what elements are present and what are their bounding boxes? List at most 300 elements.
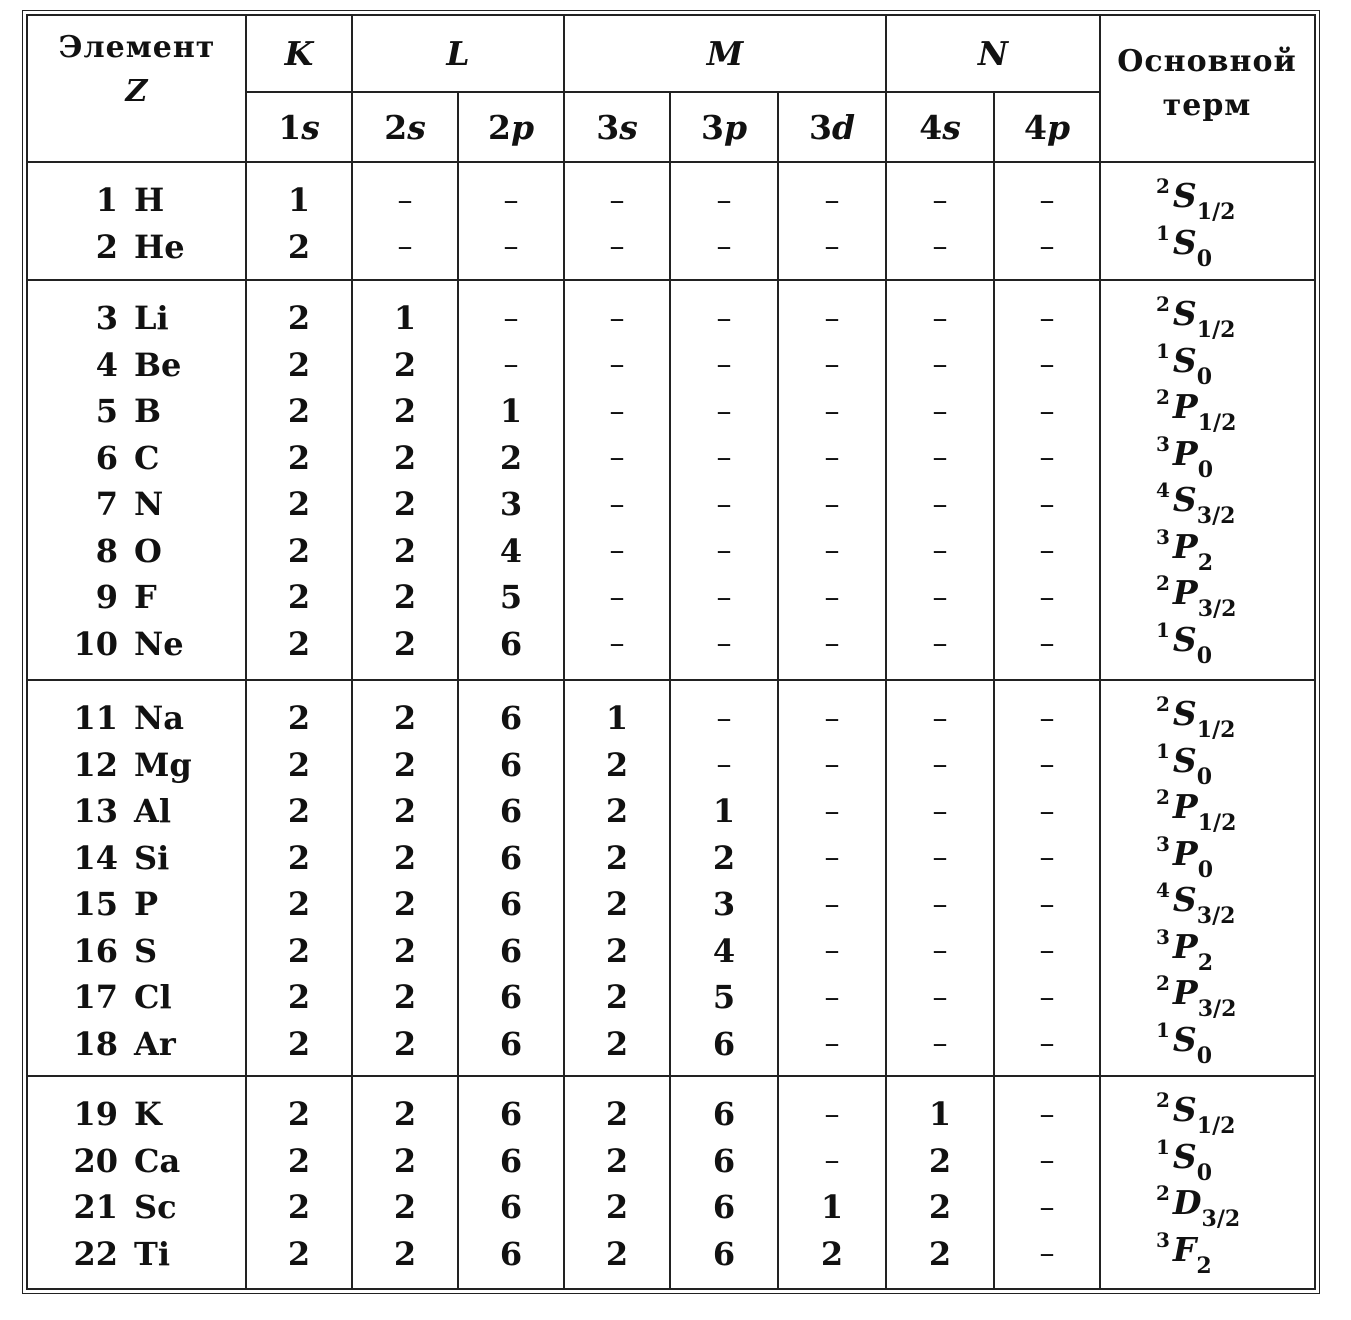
occupancy-cell: 2 (287, 838, 311, 877)
element-z: 11 (73, 699, 118, 737)
element-z: 16 (73, 931, 118, 970)
occupancy-cell: – (716, 182, 732, 218)
occupancy-cell: – (932, 886, 948, 922)
occupancy-cell: – (716, 700, 732, 736)
occupancy-cell: 2 (928, 1188, 952, 1226)
term-letter: S (1172, 694, 1197, 733)
element-z: 2 (95, 227, 118, 266)
term-letter: P (1172, 573, 1198, 612)
term-multiplicity: 2 (1156, 385, 1170, 409)
element-symbol: Mg (134, 745, 192, 784)
occupancy-cell: – (716, 626, 732, 661)
term-multiplicity: 1 (1156, 1134, 1170, 1159)
element-z: 14 (73, 838, 118, 877)
term-j: 2 (1197, 549, 1214, 576)
element-symbol: Cl (134, 978, 172, 1016)
occupancy-cell: – (609, 347, 625, 382)
occupancy-cell: 2 (928, 1234, 952, 1273)
term-letter: S (1172, 1136, 1197, 1176)
term-letter: S (1172, 880, 1197, 919)
header-term-label-2: терм (1162, 88, 1252, 123)
subshell-header-3p (670, 92, 778, 162)
term-multiplicity: 1 (1156, 1017, 1170, 1042)
term-multiplicity: 3 (1156, 924, 1170, 949)
occupancy-cell: 2 (287, 578, 311, 616)
term-j: 0 (1196, 1042, 1213, 1069)
subshell-l: s (942, 107, 961, 147)
element-z: 3 (95, 299, 118, 337)
occupancy-cell: 2 (287, 1188, 311, 1226)
element-z: 8 (95, 531, 118, 570)
occupancy-cell: – (1039, 747, 1055, 782)
element-z: 13 (73, 792, 118, 830)
occupancy-cell: – (932, 347, 948, 382)
occupancy-cell: – (932, 486, 948, 522)
term-j: 3/2 (1196, 503, 1236, 529)
element-z: 19 (73, 1095, 118, 1133)
occupancy-cell: – (609, 579, 625, 615)
occupancy-cell: 6 (712, 1095, 736, 1133)
header-element-label: Элемент (58, 30, 216, 65)
ground-term (1156, 1134, 1213, 1186)
occupancy-cell: 1 (928, 1095, 952, 1133)
occupancy-cell: 2 (287, 1141, 311, 1180)
occupancy-cell: – (1039, 393, 1055, 429)
occupancy-cell: – (716, 533, 732, 568)
subshell-l: p (1046, 107, 1071, 147)
occupancy-cell: – (824, 393, 840, 429)
occupancy-cell: – (1039, 840, 1055, 875)
subshell-l: s (407, 107, 426, 147)
occupancy-cell: 2 (605, 1234, 629, 1273)
element-z: 22 (73, 1234, 118, 1273)
ground-term (1156, 617, 1213, 669)
occupancy-cell: – (932, 393, 948, 429)
element-symbol: Li (134, 299, 169, 337)
term-multiplicity: 2 (1156, 571, 1170, 595)
occupancy-cell: – (932, 229, 948, 264)
ground-term (1156, 431, 1214, 483)
occupancy-cell: – (824, 1026, 840, 1061)
term-multiplicity: 2 (1156, 692, 1170, 716)
element-symbol: Sc (134, 1188, 177, 1226)
term-letter: S (1172, 619, 1197, 659)
occupancy-cell: – (1039, 440, 1055, 475)
occupancy-cell: – (824, 182, 840, 218)
term-letter: P (1172, 926, 1198, 966)
term-j: 3/2 (1197, 596, 1237, 622)
occupancy-cell: – (503, 229, 519, 264)
ground-term (1156, 692, 1236, 743)
occupancy-cell: 2 (287, 699, 311, 737)
occupancy-cell: 6 (499, 1188, 523, 1226)
group-divider (26, 1075, 1316, 1077)
occupancy-cell: – (932, 700, 948, 736)
occupancy-cell: 5 (712, 978, 736, 1016)
subshell-n: 3 (808, 107, 832, 147)
occupancy-cell: 2 (712, 838, 736, 877)
element-symbol: F (134, 578, 157, 616)
term-j: 3/2 (1197, 996, 1237, 1022)
occupancy-cell: – (1039, 933, 1055, 968)
occupancy-cell: – (824, 933, 840, 968)
ground-term (1156, 971, 1237, 1022)
occupancy-cell: – (1039, 182, 1055, 218)
occupancy-cell: 1 (287, 181, 311, 219)
occupancy-cell: – (397, 182, 413, 218)
occupancy-cell: 6 (712, 1188, 736, 1226)
occupancy-cell: – (609, 182, 625, 218)
element-symbol: Ti (134, 1234, 170, 1273)
occupancy-cell: – (1039, 1143, 1055, 1178)
occupancy-cell: 2 (287, 624, 311, 663)
term-multiplicity: 2 (1156, 174, 1170, 198)
subshell-header-2s (352, 92, 458, 162)
occupancy-cell: 2 (393, 699, 417, 737)
shell-header-M: M (706, 33, 744, 73)
occupancy-cell: 2 (287, 299, 311, 337)
occupancy-cell: 6 (499, 699, 523, 737)
occupancy-cell: – (503, 300, 519, 336)
occupancy-cell: 1 (605, 699, 629, 737)
occupancy-cell: – (716, 486, 732, 522)
element-z: 12 (73, 745, 118, 784)
term-letter: P (1172, 526, 1198, 566)
occupancy-cell: 6 (499, 1095, 523, 1133)
term-j: 0 (1196, 642, 1213, 669)
term-j: 3/2 (1196, 903, 1236, 929)
subshell-n: 3 (596, 107, 620, 147)
occupancy-cell: – (1039, 486, 1055, 522)
occupancy-cell: – (932, 626, 948, 661)
term-j: 3/2 (1201, 1206, 1241, 1232)
occupancy-cell: – (824, 793, 840, 829)
occupancy-cell: 2 (393, 1188, 417, 1226)
term-j: 1/2 (1197, 410, 1237, 436)
term-letter: S (1172, 222, 1197, 262)
occupancy-cell: 1 (820, 1188, 844, 1226)
term-letter: P (1172, 833, 1198, 873)
element-symbol: H (134, 181, 165, 219)
occupancy-cell: – (609, 300, 625, 336)
occupancy-cell: 6 (499, 931, 523, 970)
element-symbol: Si (134, 838, 170, 877)
occupancy-cell: – (824, 700, 840, 736)
ground-term (1156, 338, 1213, 390)
occupancy-cell: – (932, 979, 948, 1015)
ground-term (1156, 220, 1213, 272)
element-symbol: P (134, 885, 159, 923)
occupancy-cell: – (1039, 300, 1055, 336)
subshell-l: s (619, 107, 638, 147)
occupancy-cell: 2 (393, 438, 417, 477)
term-j: 0 (1196, 245, 1213, 272)
term-j: 1/2 (1196, 1113, 1236, 1139)
subshell-n: 4 (1023, 107, 1047, 147)
occupancy-cell: 6 (499, 624, 523, 663)
ground-term (1156, 571, 1237, 622)
term-letter: S (1172, 1019, 1197, 1059)
occupancy-cell: 2 (287, 1234, 311, 1273)
occupancy-cell: 2 (605, 1095, 629, 1133)
term-letter: D (1172, 1183, 1202, 1222)
shell-header-K: K (284, 33, 314, 73)
occupancy-cell: 5 (499, 578, 523, 616)
term-multiplicity: 2 (1156, 971, 1170, 995)
header-term-label-1: Основной (1117, 44, 1297, 79)
term-j: 1/2 (1196, 717, 1236, 743)
subshell-header-1s (246, 92, 352, 162)
occupancy-cell: – (932, 440, 948, 475)
term-multiplicity: 1 (1156, 617, 1170, 642)
occupancy-cell: – (716, 300, 732, 336)
term-multiplicity: 1 (1156, 220, 1170, 245)
occupancy-cell: 2 (605, 745, 629, 784)
term-j: 1/2 (1196, 317, 1236, 343)
occupancy-cell: 6 (712, 1024, 736, 1063)
occupancy-cell: 6 (712, 1234, 736, 1273)
element-z: 21 (73, 1188, 118, 1226)
occupancy-cell: 6 (499, 885, 523, 923)
occupancy-cell: – (716, 579, 732, 615)
term-multiplicity: 3 (1156, 831, 1170, 856)
occupancy-cell: 6 (499, 838, 523, 877)
occupancy-cell: – (824, 300, 840, 336)
occupancy-cell: 2 (287, 531, 311, 570)
ground-term (1156, 524, 1214, 576)
ground-term (1156, 831, 1214, 883)
occupancy-cell: 2 (287, 792, 311, 830)
header-term-cell (1100, 40, 1314, 150)
occupancy-cell: 1 (712, 792, 736, 830)
occupancy-cell: – (932, 1026, 948, 1061)
occupancy-cell: 2 (287, 227, 311, 266)
occupancy-cell: – (716, 347, 732, 382)
element-z: 18 (73, 1024, 118, 1063)
occupancy-cell: 1 (499, 392, 523, 430)
subshell-n: 3 (700, 107, 724, 147)
occupancy-cell: – (932, 579, 948, 615)
occupancy-cell: 2 (393, 624, 417, 663)
group-divider (26, 279, 1316, 281)
subshell-header-4s (886, 92, 994, 162)
occupancy-cell: 2 (605, 1141, 629, 1180)
term-letter: S (1172, 340, 1197, 380)
occupancy-cell: – (609, 393, 625, 429)
subshell-header-3d (778, 92, 886, 162)
occupancy-cell: – (503, 182, 519, 218)
term-multiplicity: 1 (1156, 738, 1170, 763)
occupancy-cell: 2 (928, 1141, 952, 1180)
occupancy-cell: 2 (393, 838, 417, 877)
ground-term (1156, 292, 1236, 343)
element-symbol: Be (134, 345, 182, 384)
occupancy-cell: – (824, 579, 840, 615)
element-z: 4 (95, 345, 118, 384)
element-z: 6 (95, 438, 118, 477)
ground-term (1156, 1181, 1241, 1232)
term-multiplicity: 3 (1156, 1227, 1170, 1252)
term-multiplicity: 3 (1156, 524, 1170, 549)
term-letter: S (1172, 480, 1197, 519)
shell-header-L: L (446, 33, 470, 73)
occupancy-cell: – (716, 229, 732, 264)
term-multiplicity: 4 (1156, 478, 1170, 502)
element-z: 15 (73, 885, 118, 923)
term-letter: S (1172, 294, 1197, 333)
term-letter: P (1172, 387, 1198, 426)
occupancy-cell: 2 (287, 1024, 311, 1063)
ground-term (1156, 738, 1213, 790)
occupancy-cell: 2 (605, 931, 629, 970)
element-z: 7 (95, 485, 118, 523)
occupancy-cell: 2 (393, 745, 417, 784)
occupancy-cell: 6 (499, 1141, 523, 1180)
occupancy-cell: – (609, 440, 625, 475)
subshell-l: s (301, 107, 320, 147)
term-letter: S (1172, 1090, 1197, 1129)
element-symbol: C (134, 438, 160, 477)
ground-term (1156, 1088, 1236, 1139)
occupancy-cell: – (609, 486, 625, 522)
element-z: 5 (95, 392, 118, 430)
occupancy-cell: 6 (712, 1141, 736, 1180)
occupancy-cell: 2 (393, 885, 417, 923)
occupancy-cell: 2 (605, 978, 629, 1016)
term-multiplicity: 1 (1156, 338, 1170, 363)
occupancy-cell: – (824, 486, 840, 522)
element-symbol: N (134, 485, 164, 523)
term-multiplicity: 2 (1156, 292, 1170, 316)
occupancy-cell: 2 (605, 885, 629, 923)
element-symbol: Al (134, 792, 171, 830)
occupancy-cell: – (609, 533, 625, 568)
element-symbol: S (134, 931, 158, 970)
element-symbol: He (134, 227, 185, 266)
term-letter: P (1172, 787, 1198, 826)
occupancy-cell: 2 (393, 392, 417, 430)
occupancy-cell: – (932, 793, 948, 829)
occupancy-cell: – (824, 626, 840, 661)
occupancy-cell: – (716, 440, 732, 475)
occupancy-cell: – (824, 1096, 840, 1132)
element-z: 17 (73, 978, 118, 1016)
occupancy-cell: 2 (393, 531, 417, 570)
ground-term (1156, 478, 1236, 529)
occupancy-cell: – (824, 979, 840, 1015)
occupancy-cell: – (824, 840, 840, 875)
occupancy-cell: 2 (287, 745, 311, 784)
occupancy-cell: 2 (605, 1188, 629, 1226)
occupancy-cell: 2 (393, 978, 417, 1016)
term-letter: S (1172, 740, 1197, 780)
term-j: 0 (1196, 363, 1213, 390)
group-divider (26, 679, 1316, 681)
subshell-header-3s (564, 92, 670, 162)
occupancy-cell: – (716, 393, 732, 429)
occupancy-cell: – (1039, 1096, 1055, 1132)
occupancy-cell: – (824, 886, 840, 922)
subshell-l: d (831, 107, 856, 147)
term-j: 0 (1196, 763, 1213, 790)
occupancy-cell: – (824, 533, 840, 568)
occupancy-cell: 2 (605, 838, 629, 877)
element-z: 9 (95, 578, 118, 616)
ground-term (1156, 1227, 1212, 1279)
occupancy-cell: – (824, 347, 840, 382)
occupancy-cell: 2 (605, 792, 629, 830)
occupancy-cell: – (1039, 793, 1055, 829)
occupancy-cell: – (824, 229, 840, 264)
occupancy-cell: 2 (393, 1234, 417, 1273)
occupancy-cell: – (1039, 229, 1055, 264)
ground-term (1156, 785, 1237, 836)
element-z: 1 (95, 181, 118, 219)
shell-header-N: N (977, 33, 1009, 73)
subshell-n: 2 (384, 107, 408, 147)
occupancy-cell: 2 (287, 438, 311, 477)
occupancy-cell: – (932, 182, 948, 218)
term-j: 1/2 (1196, 199, 1236, 225)
occupancy-cell: – (932, 533, 948, 568)
element-z: 20 (73, 1141, 118, 1180)
term-multiplicity: 2 (1156, 1088, 1170, 1112)
element-symbol: Ca (134, 1141, 181, 1180)
element-symbol: Ne (134, 624, 184, 663)
element-symbol: O (134, 531, 162, 570)
occupancy-cell: 2 (393, 931, 417, 970)
term-j: 2 (1196, 1252, 1212, 1279)
term-j: 2 (1197, 949, 1214, 976)
occupancy-cell: 2 (605, 1024, 629, 1063)
term-letter: S (1172, 176, 1197, 215)
subshell-n: 4 (919, 107, 943, 147)
term-j: 0 (1196, 1159, 1213, 1186)
occupancy-cell: – (609, 626, 625, 661)
occupancy-cell: 2 (393, 485, 417, 523)
ground-term (1156, 878, 1236, 929)
subshell-l: p (723, 107, 748, 147)
term-j: 1/2 (1197, 810, 1237, 836)
occupancy-cell: – (932, 747, 948, 782)
occupancy-cell: 6 (499, 792, 523, 830)
subshell-header-2p (458, 92, 564, 162)
occupancy-cell: 2 (393, 792, 417, 830)
header-z-label: Z (125, 74, 149, 109)
term-multiplicity: 2 (1156, 785, 1170, 809)
occupancy-cell: – (609, 229, 625, 264)
subshell-l: p (510, 107, 535, 147)
element-symbol: Na (134, 699, 184, 737)
term-j: 0 (1197, 856, 1214, 883)
occupancy-cell: 2 (287, 345, 311, 384)
occupancy-cell: 2 (393, 1095, 417, 1133)
occupancy-cell: 6 (499, 978, 523, 1016)
term-letter: F (1172, 1229, 1197, 1269)
occupancy-cell: 2 (287, 1095, 311, 1133)
occupancy-cell: 6 (499, 1024, 523, 1063)
occupancy-cell: 2 (820, 1234, 844, 1273)
occupancy-cell: – (932, 840, 948, 875)
ground-term (1156, 174, 1236, 225)
occupancy-cell: 2 (287, 392, 311, 430)
occupancy-cell: 4 (499, 531, 523, 570)
term-j: 0 (1197, 456, 1214, 483)
occupancy-cell: – (1039, 1189, 1055, 1225)
occupancy-cell: 6 (499, 745, 523, 784)
occupancy-cell: 2 (393, 1024, 417, 1063)
subshell-n: 2 (487, 107, 511, 147)
